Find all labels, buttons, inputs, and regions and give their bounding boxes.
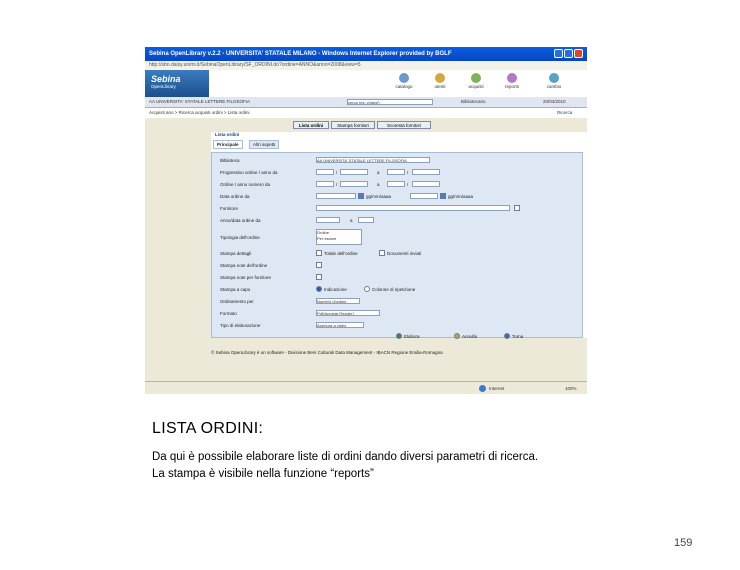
reports-icon bbox=[507, 73, 517, 83]
ordinamento-label: Ordinamento per bbox=[220, 299, 254, 304]
range1-to-year-input[interactable] bbox=[412, 169, 440, 175]
stampa-note-fornitore-label: Stampa note per fornitore bbox=[220, 275, 272, 280]
ordinamento-select[interactable]: Numero d'ordine bbox=[316, 298, 360, 304]
documenti-checkbox[interactable] bbox=[379, 250, 385, 256]
tipologia-label: Tipologia dell'ordine bbox=[220, 235, 260, 240]
tab-scoresta-fornitori[interactable]: Scoresta fornitori bbox=[377, 121, 431, 129]
indicazione-radio[interactable] bbox=[316, 286, 322, 292]
separator: / bbox=[407, 182, 409, 187]
maximize-icon[interactable] bbox=[564, 49, 573, 58]
catalog-icon bbox=[399, 73, 409, 83]
toolbar-cambio[interactable] bbox=[535, 72, 573, 95]
separator: / bbox=[336, 170, 338, 175]
separator: / bbox=[336, 182, 338, 187]
slide-description-line2: La stampa è visibile nella funzione “reports” bbox=[152, 468, 374, 480]
search-input[interactable]: cerca (es: chiave) bbox=[347, 99, 433, 105]
tipo-elaborazione-select[interactable]: Apertura a video bbox=[316, 322, 364, 328]
logo-sub: OpenLibrary bbox=[151, 84, 176, 89]
toolbar-label: utenti bbox=[434, 84, 446, 89]
range2-label: Ordine / anno numero da bbox=[220, 182, 271, 187]
form-area bbox=[211, 132, 587, 338]
tab-lista-ordini[interactable]: Lista ordini bbox=[293, 121, 329, 129]
range2-to-input[interactable] bbox=[387, 181, 405, 187]
ricerca-link[interactable]: Ricerca bbox=[557, 110, 573, 115]
range1-label: Progressivo ordine / anno da bbox=[220, 170, 278, 175]
search-form bbox=[211, 152, 583, 338]
breadcrumb-bar bbox=[145, 108, 587, 118]
totale-label: Totale dell'ordine bbox=[324, 251, 358, 256]
form-header: Lista ordini bbox=[215, 132, 240, 137]
anno-to-select[interactable] bbox=[358, 217, 374, 223]
colonne-label: Colonne di ripetizione bbox=[372, 287, 416, 292]
breadcrumb: Acquisti ano > Ricerca acquisti ordini > Lista ordini bbox=[149, 110, 250, 115]
tipo-elaborazione-label: Tipo di elaborazione bbox=[220, 323, 261, 328]
tipologia-listbox[interactable] bbox=[316, 229, 362, 245]
date-format-hint: gg/mm/aaaa bbox=[448, 194, 474, 199]
zone-label: Internet bbox=[489, 386, 505, 391]
totale-checkbox[interactable] bbox=[316, 250, 322, 256]
separator: / bbox=[407, 170, 409, 175]
fornitore-search-icon[interactable] bbox=[514, 205, 520, 211]
logo-text: Sebina bbox=[151, 74, 181, 84]
range1-year-input[interactable] bbox=[340, 169, 368, 175]
anno-sep: a bbox=[350, 218, 353, 223]
stampa-note-ordine-label: Stampa note dell'ordine bbox=[220, 263, 268, 268]
app-banner bbox=[145, 70, 587, 97]
documenti-label: Documenti inviati bbox=[387, 251, 422, 256]
stampa-dettagli-label: Stampa dettagli bbox=[220, 251, 252, 256]
torna-button[interactable]: Torna bbox=[512, 334, 524, 339]
minimize-icon[interactable] bbox=[554, 49, 563, 58]
note-fornitore-checkbox[interactable] bbox=[316, 274, 322, 280]
calendar-icon[interactable] bbox=[440, 193, 446, 199]
range2-from-input[interactable] bbox=[316, 181, 334, 187]
subtab-altri-aspetti[interactable]: Altri aspetti bbox=[249, 140, 279, 149]
data-ordine-label: Data ordine da bbox=[220, 194, 250, 199]
annulla-icon[interactable] bbox=[454, 333, 460, 339]
user-name: Bibliotecario bbox=[461, 99, 486, 104]
toolbar-acquisti[interactable] bbox=[457, 72, 495, 95]
slide-title: LISTA ORDINI: bbox=[152, 420, 264, 437]
calendar-icon[interactable] bbox=[358, 193, 364, 199]
users-icon bbox=[435, 73, 445, 83]
fornitore-input[interactable] bbox=[316, 205, 510, 211]
copyright-text: © Sebina OpenLibrary è un software - Divisione Beni Culturali Data Management - IBACN Regione Emilia-Romagna bbox=[211, 350, 443, 355]
range2-to-year-input[interactable] bbox=[412, 181, 440, 187]
toolbar-label: reports bbox=[504, 84, 519, 89]
slide-description-line1: Da qui è possibile elaborare liste di ordini dando diversi parametri di ricerca. bbox=[152, 451, 539, 463]
home-icon bbox=[549, 73, 559, 83]
toolbar-label: acquisti bbox=[468, 84, 484, 89]
tipologia-option[interactable]: Ordine bbox=[317, 230, 330, 235]
range1-to-input[interactable] bbox=[387, 169, 405, 175]
close-icon[interactable] bbox=[574, 49, 583, 58]
elabora-button[interactable]: Elabora bbox=[404, 334, 420, 339]
stampa-label: Stampa a capo bbox=[220, 287, 251, 292]
indicazione-label: Indicazione bbox=[324, 287, 347, 292]
tipologia-option[interactable]: Per esame bbox=[317, 236, 337, 241]
window-title: Sebina OpenLibrary v.2.2 - UNIVERSITA' STATALE MILANO - Windows Internet Explorer provided by BGLF bbox=[149, 51, 452, 57]
colonne-radio[interactable] bbox=[364, 286, 370, 292]
data-from-input[interactable] bbox=[316, 193, 356, 199]
biblioteca-select[interactable]: AA UNIVERSITA' STATALE LETTERE FILOSOFIA bbox=[316, 157, 430, 163]
status-bar bbox=[145, 381, 587, 394]
range2-year-input[interactable] bbox=[340, 181, 368, 187]
formato-select[interactable]: Pdf(Acrobat Reader) bbox=[316, 310, 380, 316]
purchases-icon bbox=[471, 73, 481, 83]
toolbar-label: catalogo bbox=[395, 84, 413, 89]
date-format-hint: gg/mm/aaaa bbox=[366, 194, 392, 199]
biblioteca-label: Biblioteca bbox=[220, 158, 240, 163]
range-sep: a bbox=[377, 170, 380, 175]
torna-icon[interactable] bbox=[504, 333, 510, 339]
anno-label: Anno/data ordine da bbox=[220, 218, 261, 223]
toolbar-reports[interactable] bbox=[493, 72, 531, 95]
elabora-icon[interactable] bbox=[396, 333, 402, 339]
fornitore-label: Fornitore bbox=[220, 206, 239, 211]
data-to-input[interactable] bbox=[410, 193, 438, 199]
subtab-principale[interactable]: Principale bbox=[213, 140, 243, 149]
formato-label: Formato bbox=[220, 311, 237, 316]
toolbar-utenti[interactable] bbox=[421, 72, 459, 95]
range1-from-input[interactable] bbox=[316, 169, 334, 175]
app-logo bbox=[145, 70, 209, 97]
range-sep: a bbox=[377, 182, 380, 187]
toolbar-label: cambio bbox=[546, 84, 562, 89]
library-bar bbox=[145, 97, 587, 108]
zoom-level[interactable]: 100% bbox=[565, 386, 577, 391]
anno-from-select[interactable] bbox=[316, 217, 340, 223]
toolbar-catalogo[interactable] bbox=[385, 72, 423, 95]
page-number: 159 bbox=[674, 537, 693, 549]
internet-zone-icon bbox=[479, 385, 486, 392]
current-date: 20/04/2010 bbox=[543, 99, 566, 104]
tab-stampa-fornitori[interactable]: Stampa fornitori bbox=[331, 121, 375, 129]
browser-screenshot bbox=[145, 47, 587, 394]
annulla-button[interactable]: Annulla bbox=[462, 334, 478, 339]
note-ordine-checkbox[interactable] bbox=[316, 262, 322, 268]
address-url: http://sbn.daisy.unimi.it/SebinaOpenLibrary/SF_ORDINI.do?ordine=ANNO&anno=2008&view=5 bbox=[149, 62, 361, 68]
library-name: AA UNIVERSITA' STATALE LETTERE FILOSOFIA bbox=[149, 99, 251, 104]
window-titlebar bbox=[145, 47, 587, 61]
